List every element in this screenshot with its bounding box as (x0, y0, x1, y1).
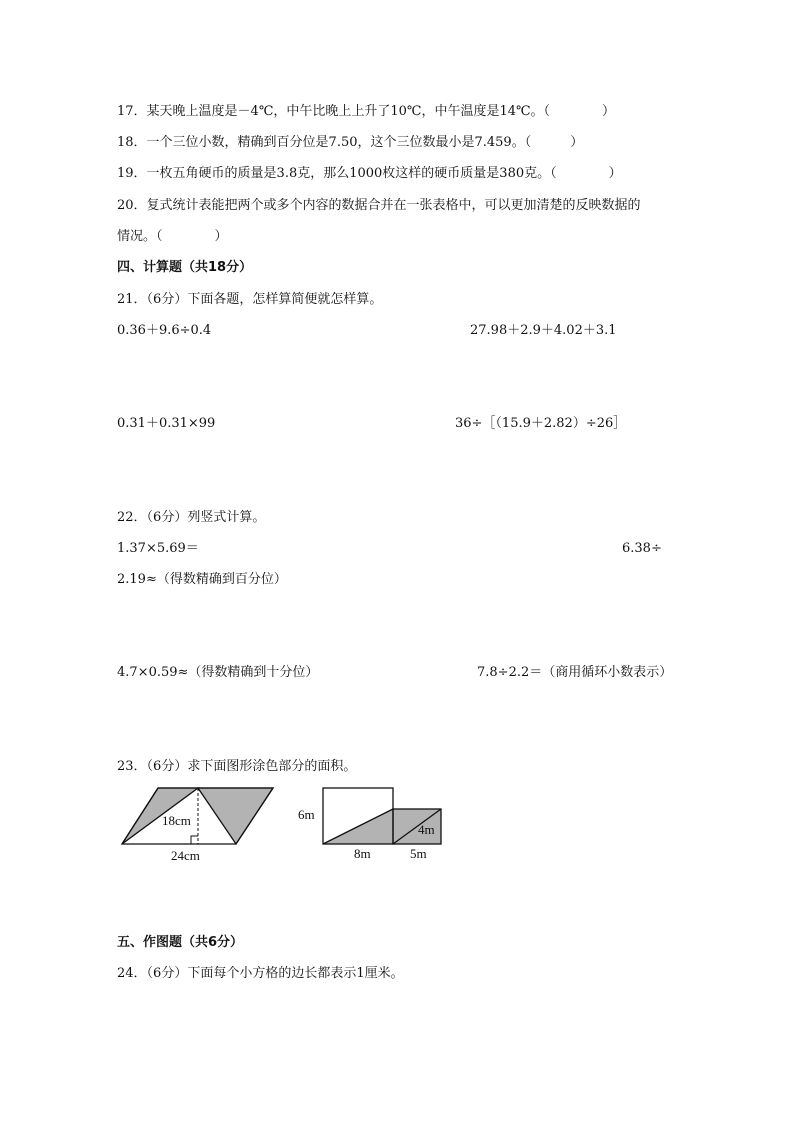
expression-22b-part2: 2.19≈（得数精确到百分位） (117, 572, 287, 587)
question-19: 19．一枚五角硬币的质量是3.8克，那么1000枚这样的硬币质量是380克。（ ） (117, 166, 622, 181)
expression-21a: 0.36＋9.6÷0.4 (117, 323, 212, 338)
base-label: 24cm (171, 848, 200, 863)
question-20-line2: 情况。（ ） (117, 229, 228, 244)
expression-22b-part1: 6.38÷ (622, 541, 662, 556)
right-angle-mark (191, 836, 198, 844)
question-22: 22．（6分）列竖式计算。 (117, 510, 266, 525)
left-side-label: 6m (298, 807, 315, 822)
expression-22d: 7.8÷2.2＝（商用循环小数表示） (477, 665, 673, 680)
section-5-heading: 五、作图题（共6分） (117, 935, 244, 950)
question-23: 23．（6分）求下面图形涂色部分的面积。 (117, 759, 357, 774)
height-label: 18cm (162, 813, 191, 828)
expression-21b: 27.98＋2.9＋4.02＋3.1 (470, 323, 617, 338)
square-side-label: 4m (418, 822, 435, 837)
bottom-right-label: 5m (410, 846, 427, 861)
expression-22a: 1.37×5.69＝ (117, 541, 199, 556)
figure-parallelogram (118, 782, 278, 868)
question-17: 17．某天晚上温度是－4℃，中午比晚上上升了10℃，中午温度是14℃。（ ） (117, 104, 616, 119)
question-24: 24．（6分）下面每个小方格的边长都表示1厘米。 (117, 966, 404, 981)
figure-rectangles (296, 785, 452, 865)
section-4-heading: 四、计算题（共18分） (117, 260, 253, 275)
bottom-left-label: 8m (354, 846, 371, 861)
expression-21c: 0.31＋0.31×99 (117, 416, 216, 431)
shaded-triangle-right (198, 788, 273, 844)
expression-21d: 36÷［（15.9＋2.82）÷26］ (455, 416, 627, 431)
expression-22c: 4.7×0.59≈（得数精确到十分位） (117, 665, 319, 680)
question-21: 21．（6分）下面各题，怎样算简便就怎样算。 (117, 292, 383, 307)
question-20-line1: 20．复式统计表能把两个或多个内容的数据合并在一张表格中，可以更加清楚的反映数据的 (117, 198, 641, 213)
question-18: 18．一个三位小数，精确到百分位是7.50，这个三位数最小是7.459。（ ） (117, 135, 584, 150)
